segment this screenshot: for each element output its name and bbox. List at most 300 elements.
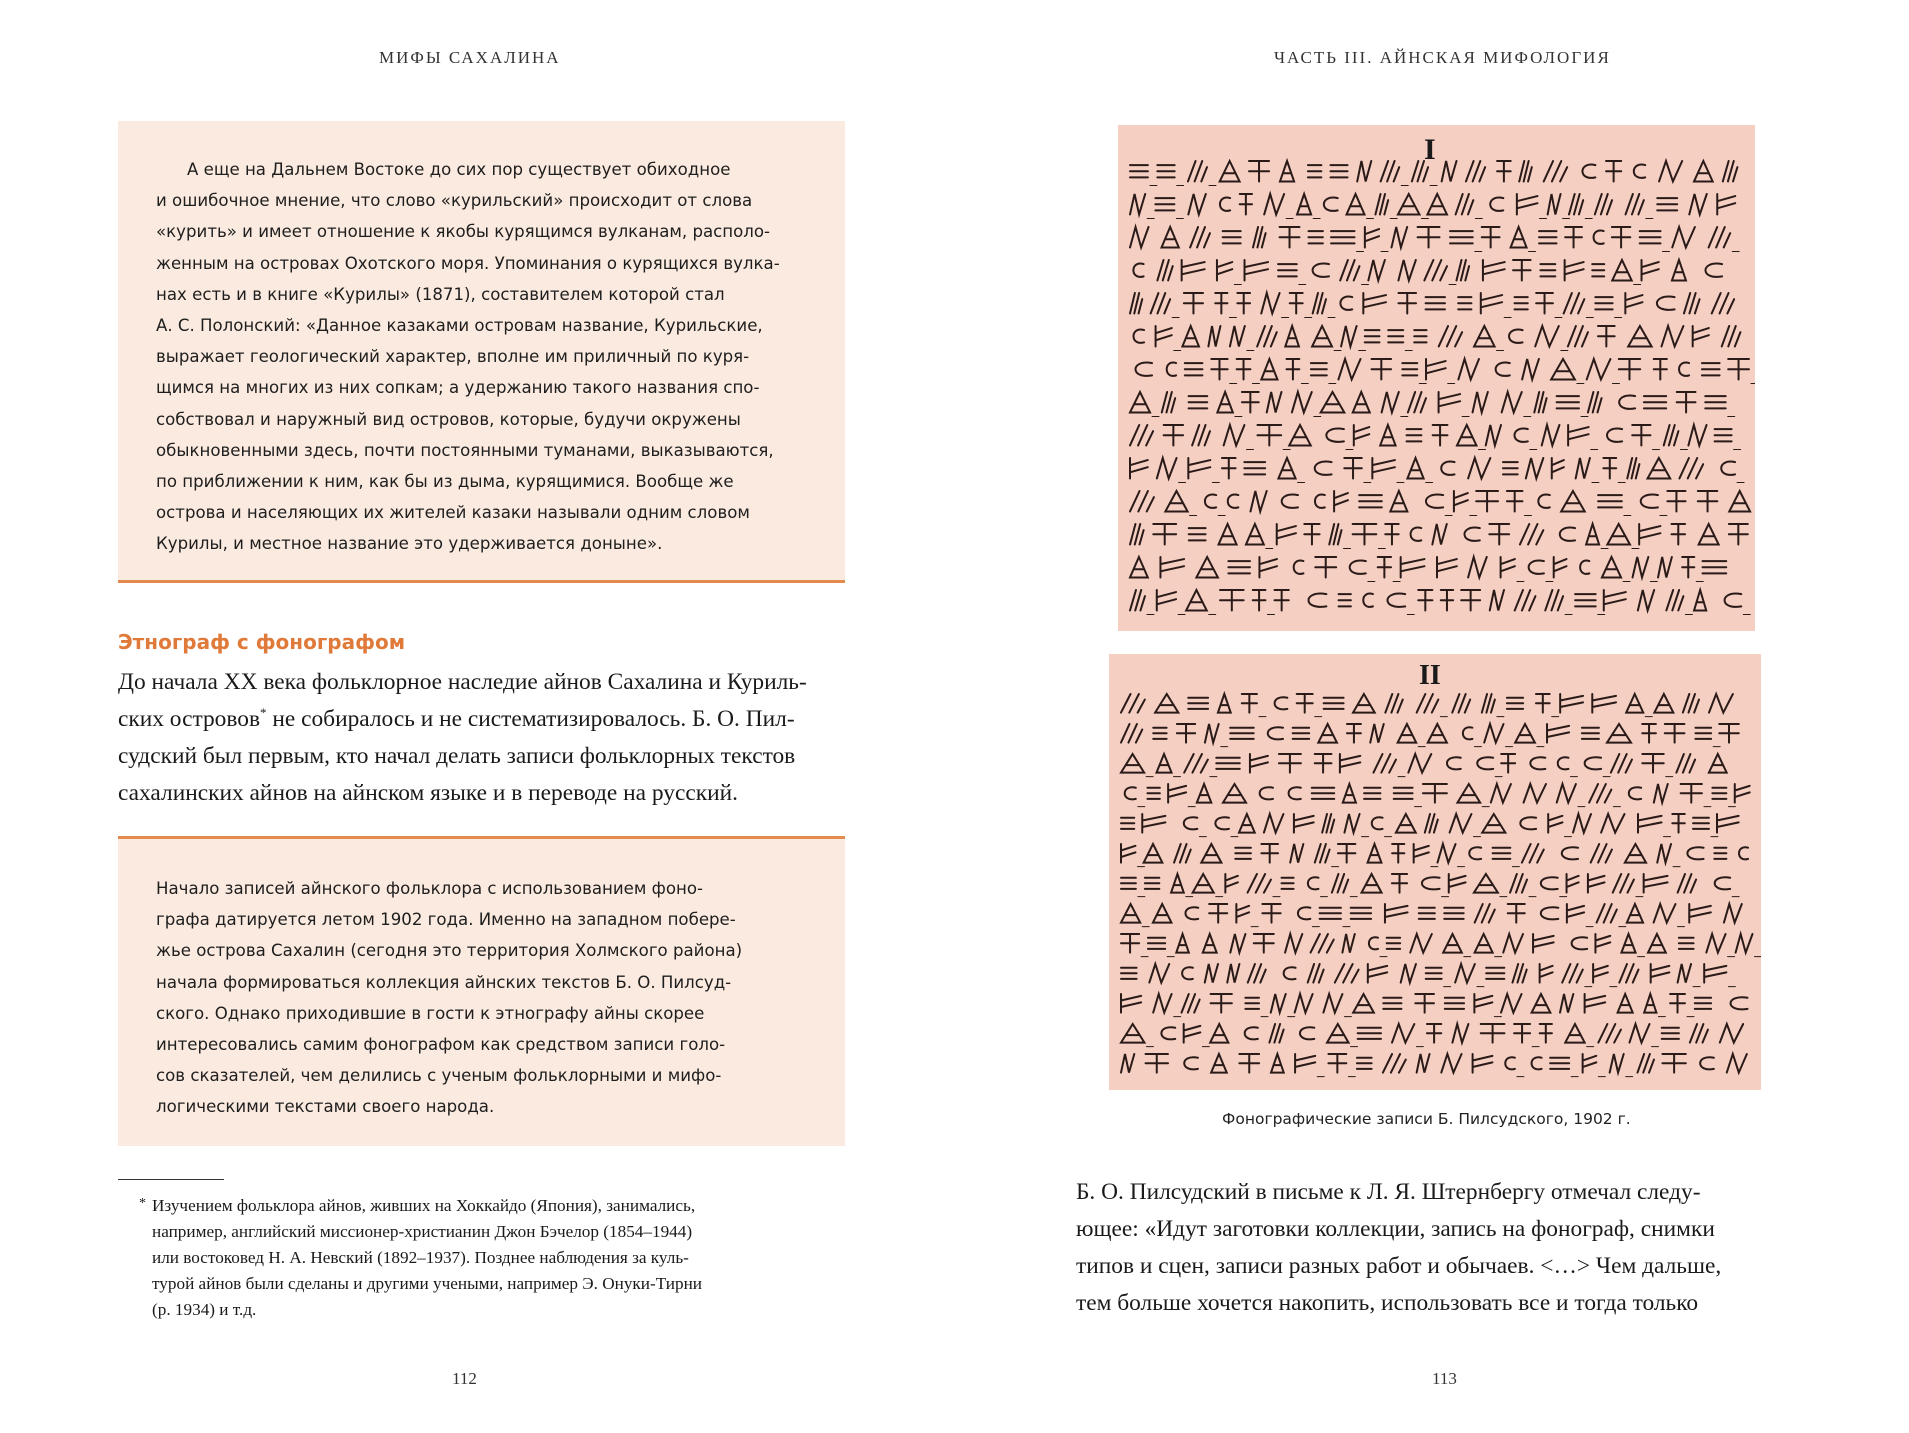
ainu-glyph [1482, 814, 1505, 833]
ainu-glyph [1315, 754, 1332, 773]
ainu-glyph [1443, 934, 1462, 953]
ainu-glyph [1225, 874, 1238, 893]
ainu-glyph [1121, 1054, 1134, 1073]
plate-label: II [1419, 660, 1441, 691]
ainu-glyph [1188, 698, 1208, 709]
ainu-glyph [1648, 458, 1671, 478]
ainu-glyph [1601, 814, 1624, 833]
ainu-glyph [1156, 754, 1171, 773]
body-text-fragment: не собиралось и не систематизировалось. Б. О. Пил- [266, 706, 795, 732]
ainu-glyph [1561, 491, 1585, 511]
ainu-glyph [1515, 724, 1535, 743]
ainu-glyph [1189, 528, 1206, 540]
ainu-glyph [1261, 293, 1279, 313]
ainu-glyph [1392, 227, 1408, 247]
ainu-glyph [1157, 260, 1172, 280]
ainu-glyph [1380, 425, 1395, 445]
ainu-glyph [1644, 874, 1668, 893]
ainu-glyph [1626, 694, 1643, 713]
ainu-glyph [1425, 814, 1438, 833]
ainu-glyph [1394, 788, 1413, 799]
box-line: щимся на многих из них сопкам; а удержанию такого названия спо- [156, 378, 760, 398]
ainu-glyph [1519, 161, 1532, 181]
ainu-glyph [1357, 161, 1371, 181]
ainu-glyph [1144, 844, 1163, 863]
ainu-glyph [1311, 934, 1334, 953]
ainu-glyph [1433, 425, 1448, 445]
ainu-glyph [1261, 359, 1277, 379]
ainu-glyph [1699, 524, 1719, 544]
box-line: острова и населяющих их жителей казаки называли одним словом [156, 503, 750, 523]
ainu-glyph [1121, 844, 1135, 863]
ainu-glyph [1493, 848, 1511, 859]
ainu-glyph [1474, 874, 1498, 893]
ainu-glyph [1654, 694, 1673, 713]
ainu-glyph [1145, 878, 1160, 889]
box-line: и ошибочное мнение, что слово «курильский» происходит от слова [156, 191, 753, 211]
ainu-glyph [1250, 491, 1266, 511]
ainu-glyph [1540, 264, 1555, 276]
figure-caption: Фонографические записи Б. Пилсудского, 1902 г. [1222, 1110, 1631, 1128]
ainu-glyph [1318, 724, 1337, 743]
page-number: 112 [452, 1369, 477, 1388]
ainu-glyph [1642, 724, 1656, 743]
ainu-glyph [1267, 392, 1282, 412]
ainu-glyph [1220, 161, 1240, 181]
ainu-glyph [1442, 161, 1457, 181]
ainu-glyph [1597, 904, 1617, 923]
ainu-glyph [1510, 874, 1527, 893]
ainu-glyph [1533, 934, 1554, 953]
ainu-glyph [1731, 997, 1748, 1009]
ainu-glyph [1211, 1054, 1227, 1073]
ainu-glyph [1407, 429, 1422, 441]
ainu-glyph [1654, 904, 1676, 923]
ainu-glyph [1414, 330, 1426, 342]
ainu-glyph [1357, 1058, 1372, 1069]
ainu-glyph [1411, 528, 1422, 541]
ainu-glyph [1702, 363, 1720, 375]
ainu-glyph [1121, 934, 1139, 953]
ainu-glyph [1501, 557, 1515, 577]
ainu-glyph [1242, 694, 1257, 713]
ainu-glyph [1398, 260, 1415, 280]
ainu-glyph [1626, 194, 1644, 214]
ainu-glyph [1136, 363, 1153, 376]
ainu-glyph [1709, 694, 1733, 713]
ainu-glyph [1217, 260, 1232, 280]
box-line: по приближении к ним, как бы из дыма, курящимися. Вообще же [156, 472, 734, 492]
box-line: Начало записей айнского фольклора с использованием фоно- [156, 879, 703, 898]
ainu-glyph [1427, 194, 1446, 214]
ainu-glyph [1544, 161, 1567, 181]
ainu-glyph [1130, 590, 1145, 610]
ainu-glyph [1237, 359, 1251, 379]
ainu-glyph [1294, 814, 1314, 833]
ainu-glyph [1639, 524, 1660, 544]
ainu-glyph [1392, 1024, 1414, 1043]
ainu-glyph [1532, 1057, 1542, 1069]
ainu-glyph [1228, 561, 1250, 573]
ainu-glyph [1142, 814, 1165, 833]
ainu-glyph [1134, 330, 1145, 343]
ainu-glyph [1514, 429, 1527, 442]
ainu-glyph [1130, 557, 1148, 577]
ainu-glyph [1250, 754, 1268, 773]
ainu-glyph [1709, 754, 1727, 773]
ainu-glyph [1363, 594, 1373, 607]
box-line: логическими текстами своего народа. [156, 1097, 495, 1117]
ainu-glyph [1164, 425, 1183, 445]
ainu-glyph [1681, 784, 1702, 803]
ainu-glyph [1464, 528, 1479, 541]
ainu-glyph [1350, 561, 1366, 574]
ainu-glyph [1507, 698, 1523, 709]
ainu-glyph [1513, 964, 1527, 983]
ainu-glyph [1228, 495, 1239, 508]
ainu-glyph [1722, 326, 1741, 346]
ainu-glyph [1454, 491, 1468, 511]
ainu-glyph [1702, 561, 1726, 573]
ainu-glyph [1735, 784, 1750, 803]
ainu-glyph [1298, 907, 1310, 919]
box-line: начала формироваться коллекция айнских текстов Б. О. Пилсуд- [156, 972, 732, 992]
ainu-glyph [1286, 359, 1299, 379]
ainu-glyph [1375, 194, 1388, 214]
ainu-glyph [1153, 524, 1176, 544]
ainu-glyph [1551, 359, 1575, 379]
ainu-glyph [1666, 590, 1683, 610]
ainu-glyph [1121, 994, 1141, 1013]
ainu-glyph [1177, 724, 1195, 743]
ainu-glyph [1239, 1054, 1259, 1073]
ainu-glyph [1461, 590, 1480, 610]
ainu-glyph [1450, 231, 1473, 243]
ainu-glyph [1268, 727, 1283, 739]
ainu-glyph [1184, 293, 1203, 313]
ainu-glyph [1308, 964, 1324, 983]
ainu-glyph [1133, 264, 1143, 277]
ainu-glyph [1683, 694, 1699, 713]
ainu-glyph [1292, 392, 1312, 412]
ainu-glyph [1458, 359, 1479, 379]
ainu-glyph [1370, 724, 1383, 743]
ainu-glyph [1347, 194, 1365, 214]
ainu-glyph [1554, 557, 1567, 577]
ainu-glyph [1418, 590, 1432, 610]
ainu-glyph [1157, 458, 1177, 478]
ainu-glyph [1383, 998, 1401, 1009]
ainu-glyph [1185, 363, 1203, 375]
body-line: тем больше хочется накопить, использовать все и тогда только [1076, 1290, 1699, 1316]
ainu-glyph [1475, 904, 1495, 923]
ainu-glyph [1717, 814, 1739, 833]
ainu-glyph [1729, 491, 1750, 511]
ainu-glyph [1562, 964, 1583, 983]
ainu-glyph [1550, 1058, 1569, 1069]
ainu-glyph [1688, 425, 1706, 445]
ainu-glyph [1583, 1054, 1597, 1073]
body-line: сахалинских айнов на айнском языке и в переводе на русский. [118, 780, 738, 806]
ainu-glyph [1568, 425, 1589, 445]
ainu-glyph [1607, 429, 1622, 442]
ainu-glyph [1205, 724, 1219, 743]
ainu-glyph [1359, 495, 1382, 507]
ainu-glyph [1449, 874, 1466, 893]
ainu-glyph [1602, 557, 1621, 577]
ainu-glyph [1423, 784, 1447, 803]
ainu-glyph [1607, 724, 1631, 743]
ainu-glyph [1489, 524, 1509, 544]
ainu-glyph [1321, 392, 1345, 412]
ainu-glyph [1704, 964, 1726, 983]
ainu-glyph [1339, 594, 1351, 606]
ainu-glyph [1511, 227, 1527, 247]
ainu-glyph [1315, 844, 1330, 863]
ainu-glyph [1130, 491, 1154, 511]
ainu-glyph [1569, 194, 1583, 214]
ainu-glyph [1503, 462, 1518, 474]
ainu-glyph [1290, 844, 1303, 863]
ainu-glyph [1311, 363, 1327, 375]
ainu-glyph [1340, 297, 1352, 310]
ainu-glyph [1591, 844, 1612, 863]
ainu-glyph [1300, 1027, 1314, 1039]
ainu-glyph [1331, 165, 1348, 177]
ainu-glyph [1490, 198, 1503, 211]
ainu-glyph [1457, 784, 1480, 803]
ainu-glyph [1677, 392, 1696, 412]
ainu-glyph [1455, 964, 1475, 983]
ainu-glyph [1328, 1054, 1346, 1073]
ainu-glyph [1279, 754, 1301, 773]
ainu-glyph [1678, 874, 1696, 893]
ainu-glyph [1146, 1054, 1168, 1073]
ainu-glyph [1261, 844, 1278, 863]
ainu-glyph [1530, 757, 1545, 769]
box-line: Курилы, и местное название это удерживается доныне». [156, 534, 663, 554]
ainu-glyph [1188, 161, 1207, 181]
ainu-glyph [1392, 874, 1407, 893]
ainu-glyph [1715, 429, 1732, 441]
ainu-glyph [1313, 293, 1326, 313]
ainu-glyph [1452, 694, 1470, 713]
ainu-glyph [1368, 964, 1387, 983]
ainu-glyph [1162, 227, 1179, 247]
ainu-glyph [1642, 260, 1659, 280]
ainu-glyph [1715, 877, 1730, 889]
ainu-glyph [1424, 260, 1447, 280]
ainu-glyph [1223, 784, 1246, 803]
ainu-glyph [1526, 458, 1544, 478]
ainu-glyph [1327, 1024, 1348, 1043]
footnote-mark: * [139, 1196, 146, 1211]
ainu-glyph [1486, 968, 1504, 979]
ainu-glyph [1313, 264, 1329, 277]
ainu-glyph [1188, 194, 1205, 214]
ainu-glyph [1157, 590, 1176, 610]
ainu-glyph [1294, 561, 1304, 574]
ainu-glyph [1402, 363, 1417, 375]
ainu-glyph [1218, 694, 1231, 713]
ainu-glyph [1557, 396, 1579, 408]
ainu-glyph [1419, 908, 1435, 919]
ainu-glyph [1486, 425, 1501, 445]
ainu-glyph [1254, 934, 1274, 953]
ainu-glyph [1654, 784, 1668, 803]
ainu-glyph [1709, 227, 1731, 247]
ainu-glyph [1513, 260, 1531, 280]
ainu-glyph [1230, 326, 1245, 346]
ainu-glyph [1687, 847, 1703, 859]
ainu-glyph [1539, 231, 1556, 243]
ainu-glyph [1634, 165, 1645, 178]
ainu-glyph [1694, 161, 1713, 181]
ainu-glyph [1401, 557, 1425, 577]
ainu-glyph [1482, 694, 1495, 713]
ainu-glyph [1340, 754, 1360, 773]
ainu-glyph [1736, 934, 1753, 953]
ainu-glyph [1679, 458, 1703, 478]
glyph-sheet-image [1109, 654, 1761, 1090]
ainu-glyph [1618, 994, 1633, 1013]
ainu-glyph [1160, 557, 1184, 577]
ainu-glyph [1565, 1024, 1584, 1043]
footnote [139, 1193, 702, 1323]
ainu-glyph [1398, 293, 1416, 313]
ainu-glyph [1184, 817, 1198, 829]
ainu-glyph [1121, 968, 1137, 979]
ainu-glyph [1162, 392, 1175, 412]
ainu-glyph [1468, 557, 1487, 577]
ainu-glyph [1168, 784, 1186, 803]
ainu-glyph [1260, 787, 1273, 799]
ainu-glyph [1439, 392, 1461, 412]
ainu-glyph [1223, 231, 1241, 243]
ainu-glyph [1545, 590, 1563, 610]
ainu-glyph [1463, 727, 1473, 739]
ainu-glyph [1441, 462, 1454, 475]
ainu-glyph [1540, 964, 1553, 983]
body-text-fragment: ских островов [118, 706, 260, 732]
ainu-glyph [1343, 784, 1356, 803]
ainu-glyph [1515, 590, 1536, 610]
ainu-glyph [1466, 161, 1485, 181]
ainu-glyph [1540, 1024, 1552, 1043]
ainu-glyph [1182, 994, 1200, 1013]
ainu-glyph [1369, 937, 1378, 949]
ainu-glyph [1289, 787, 1301, 799]
ainu-glyph [1719, 724, 1739, 743]
ainu-glyph [1717, 194, 1735, 214]
ainu-glyph [1308, 231, 1322, 243]
ainu-glyph [1610, 1054, 1624, 1073]
ainu-glyph [1724, 904, 1742, 923]
footnote-line: (р. 1934) и т.д. [152, 1300, 257, 1319]
ainu-glyph [1156, 326, 1172, 346]
ainu-glyph [1522, 844, 1544, 863]
ainu-glyph [1458, 297, 1471, 309]
ainu-glyph [1362, 874, 1382, 893]
ainu-glyph [1558, 757, 1569, 769]
box-line: сов сказателей, чем делились с ученым фольклорными и мифо- [156, 1066, 722, 1086]
ainu-glyph [1422, 877, 1440, 889]
ainu-glyph [1529, 561, 1544, 574]
ainu-glyph [1474, 326, 1494, 346]
ainu-glyph [1657, 297, 1675, 310]
ainu-glyph [1595, 194, 1612, 214]
ainu-glyph [1257, 425, 1281, 445]
ainu-glyph [1482, 227, 1500, 247]
ainu-glyph [1353, 994, 1374, 1013]
ainu-glyph [1201, 844, 1221, 863]
ainu-glyph [1121, 754, 1144, 773]
ainu-glyph [1552, 458, 1564, 478]
ainu-glyph [1625, 844, 1646, 863]
ainu-glyph [1619, 396, 1635, 409]
ainu-glyph [1679, 938, 1694, 949]
ainu-glyph [1509, 330, 1523, 343]
ainu-glyph [1592, 694, 1616, 713]
ainu-glyph [1285, 934, 1302, 953]
ainu-glyph [1326, 429, 1344, 442]
ainu-glyph [1220, 590, 1244, 610]
ainu-glyph [1670, 994, 1685, 1013]
ainu-glyph [1515, 297, 1528, 309]
ainu-glyph [1121, 878, 1136, 889]
ainu-glyph [1408, 392, 1426, 412]
ainu-glyph [1278, 458, 1295, 478]
ainu-glyph [1657, 844, 1671, 863]
ainu-glyph [1193, 874, 1214, 893]
ainu-glyph [1280, 227, 1300, 247]
ainu-glyph [1315, 462, 1332, 475]
ainu-glyph [1633, 557, 1649, 577]
left-page [0, 0, 954, 1433]
ainu-glyph [1190, 227, 1210, 247]
ainu-glyph [1385, 524, 1398, 544]
ainu-glyph [1209, 904, 1227, 923]
ainu-glyph [1612, 227, 1630, 247]
ainu-glyph [1398, 724, 1417, 743]
ainu-glyph [1262, 904, 1280, 923]
ainu-glyph [1121, 904, 1140, 923]
footnote-reference[interactable]: * [260, 705, 267, 721]
ainu-glyph [1468, 458, 1490, 478]
ainu-glyph [1664, 425, 1679, 445]
ainu-glyph [1588, 392, 1602, 412]
ainu-glyph [1629, 787, 1641, 799]
ainu-glyph [1662, 1054, 1685, 1073]
ainu-glyph [1184, 754, 1208, 773]
ainu-glyph [1354, 425, 1369, 445]
section-heading: Этнограф с фонографом [118, 630, 406, 654]
ainu-glyph [1378, 557, 1391, 577]
ainu-glyph [1575, 594, 1596, 606]
ainu-glyph [1426, 359, 1446, 379]
ainu-glyph [1151, 293, 1171, 313]
ainu-glyph [1197, 784, 1211, 803]
ainu-glyph [1165, 491, 1187, 511]
ainu-glyph [1211, 994, 1232, 1013]
footnote-line: или востоковед Н. А. Невский (1892–1937). Позднее наблюдения за куль- [152, 1248, 689, 1267]
ainu-glyph [1217, 392, 1233, 412]
ainu-glyph [1682, 557, 1694, 577]
ainu-glyph [1439, 326, 1462, 346]
ainu-glyph [1517, 194, 1538, 214]
ainu-glyph [1257, 326, 1277, 346]
ainu-glyph [1641, 495, 1658, 508]
